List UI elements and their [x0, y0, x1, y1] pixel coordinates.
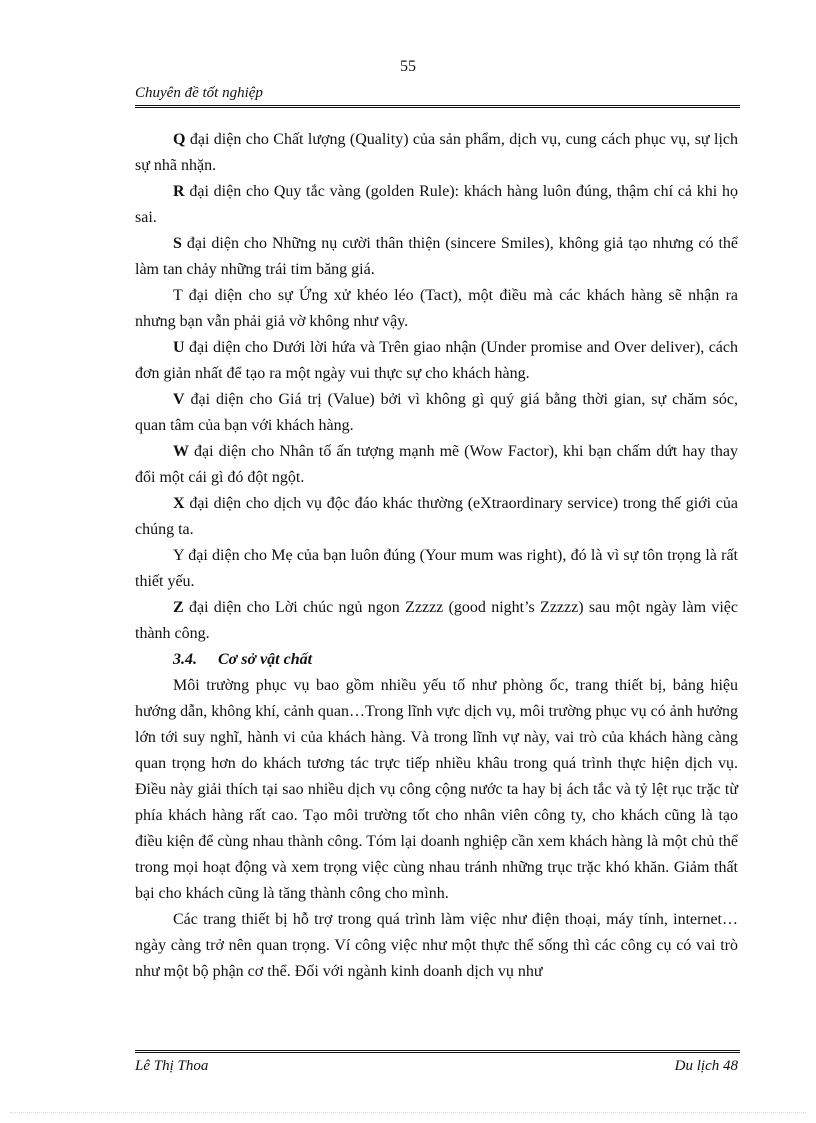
item-letter: V	[173, 391, 185, 408]
list-item-z	[135, 595, 738, 647]
item-text: đại diện cho Nhân tố ấn tượng mạnh mẽ (Wow Factor), khi bạn chấm dứt hay thay đổi một cái gì đó đột ngột.	[135, 443, 739, 486]
section-title: Cơ sở vật chất	[218, 651, 313, 668]
section-heading	[135, 647, 738, 673]
item-letter: T	[173, 287, 183, 304]
list-item-q	[135, 127, 738, 179]
list-item-v	[135, 387, 738, 439]
list-item-w	[135, 439, 738, 491]
body-paragraph: Các trang thiết bị hỗ trợ trong quá trình làm việc như điện thoại, máy tính, internet…ngày càng trở nên quan trọng. Ví công việc như một thực thể sống thì các công cụ có vai trò như một bộ phận cơ thể. Đối với ngành kinh doanh dịch vụ như	[135, 911, 738, 980]
document-body	[135, 127, 738, 985]
item-text: đại diện cho Lời chúc ngủ ngon Zzzzz (good night’s Zzzzz) sau một ngày làm việc thành công.	[135, 599, 738, 642]
item-text: đại diện cho Dưới lời hứa và Trên giao nhận (Under promise and Over deliver), cách đơn giản nhất để tạo ra một ngày vui thực sự cho khách hàng.	[135, 339, 738, 382]
item-text: đại diện cho Mẹ của bạn luôn đúng (Your mum was right), đó là vì sự tôn trọng là rất thiết yếu.	[135, 547, 739, 590]
footer-divider	[135, 1050, 740, 1053]
item-text: đại diện cho sự Ứng xử khéo léo (Tact), một điều mà các khách hàng sẽ nhận ra nhưng bạn vẫn phải giả vờ không như vậy.	[135, 287, 738, 330]
item-text: đại diện cho Giá trị (Value) bởi vì không gì quý giá bằng thời gian, sự chăm sóc, quan tâm của bạn với khách hàng.	[135, 391, 739, 434]
list-item-x	[135, 491, 738, 543]
list-item-t	[135, 283, 738, 335]
footer-course: Du lịch 48	[674, 1058, 738, 1074]
item-letter: X	[173, 495, 185, 512]
page-edge-line	[10, 1112, 806, 1113]
item-text: đại diện cho dịch vụ độc đáo khác thường (eXtraordinary service) trong thế giới của chúng ta.	[135, 495, 739, 538]
page-number: 55	[400, 58, 416, 75]
item-text: đại diện cho Những nụ cười thân thiện (sincere Smiles), không giả tạo nhưng có thể làm tan chảy những trái tim băng giá.	[135, 235, 739, 278]
item-letter: U	[173, 339, 185, 356]
item-text: đại diện cho Chất lượng (Quality) của sản phẩm, dịch vụ, cung cách phục vụ, sự lịch sự nhã nhặn.	[135, 131, 738, 174]
item-letter: Y	[173, 547, 184, 564]
list-item-y	[135, 543, 738, 595]
item-letter: S	[173, 235, 182, 252]
list-item-u	[135, 335, 738, 387]
item-letter: Z	[173, 599, 184, 616]
item-letter: W	[173, 443, 189, 460]
header-divider	[135, 105, 740, 108]
section-number: 3.4.	[173, 651, 197, 668]
list-item-r	[135, 179, 738, 231]
item-text: đại diện cho Quy tắc vàng (golden Rule): khách hàng luôn đúng, thậm chí cả khi họ sai.	[135, 183, 739, 226]
list-item-s	[135, 231, 738, 283]
item-letter: Q	[173, 131, 186, 148]
running-header-title: Chuyên đề tốt nghiệp	[135, 85, 263, 101]
item-letter: R	[173, 183, 185, 200]
body-paragraph: Môi trường phục vụ bao gồm nhiều yếu tố như phòng ốc, trang thiết bị, bảng hiệu hướng dẫn, không khí, cảnh quan…Trong lĩnh vực dịch vụ, môi trường phục vụ có ảnh hưởng lớn tới suy nghĩ, hành vi của khách hàng. Và trong lĩnh vự này, vai trò của khách hàng càng quan trọng hơn do khách tương tác trực tiếp nhiều khâu trong quá trình thực hiện dịch vụ. Điều này giải thích tại sao nhiều dịch vụ công cộng nước ta hay bị ách tắc và tỷ lệt rục trặc từ phía khách hàng rất cao. Tạo môi trường tốt cho nhân viên công ty, cho khách cũng là tạo điều kiện để cùng nhau thành công. Tóm lại doanh nghiệp cần xem khách hàng là một chủ thể trong mọi hoạt động và xem trọng việc cùng nhau tránh những trục trặc khó khăn. Giảm thất bại cho khách cũng là tăng thành công cho mình.	[135, 677, 738, 902]
footer-author: Lê Thị Thoa	[135, 1058, 209, 1074]
